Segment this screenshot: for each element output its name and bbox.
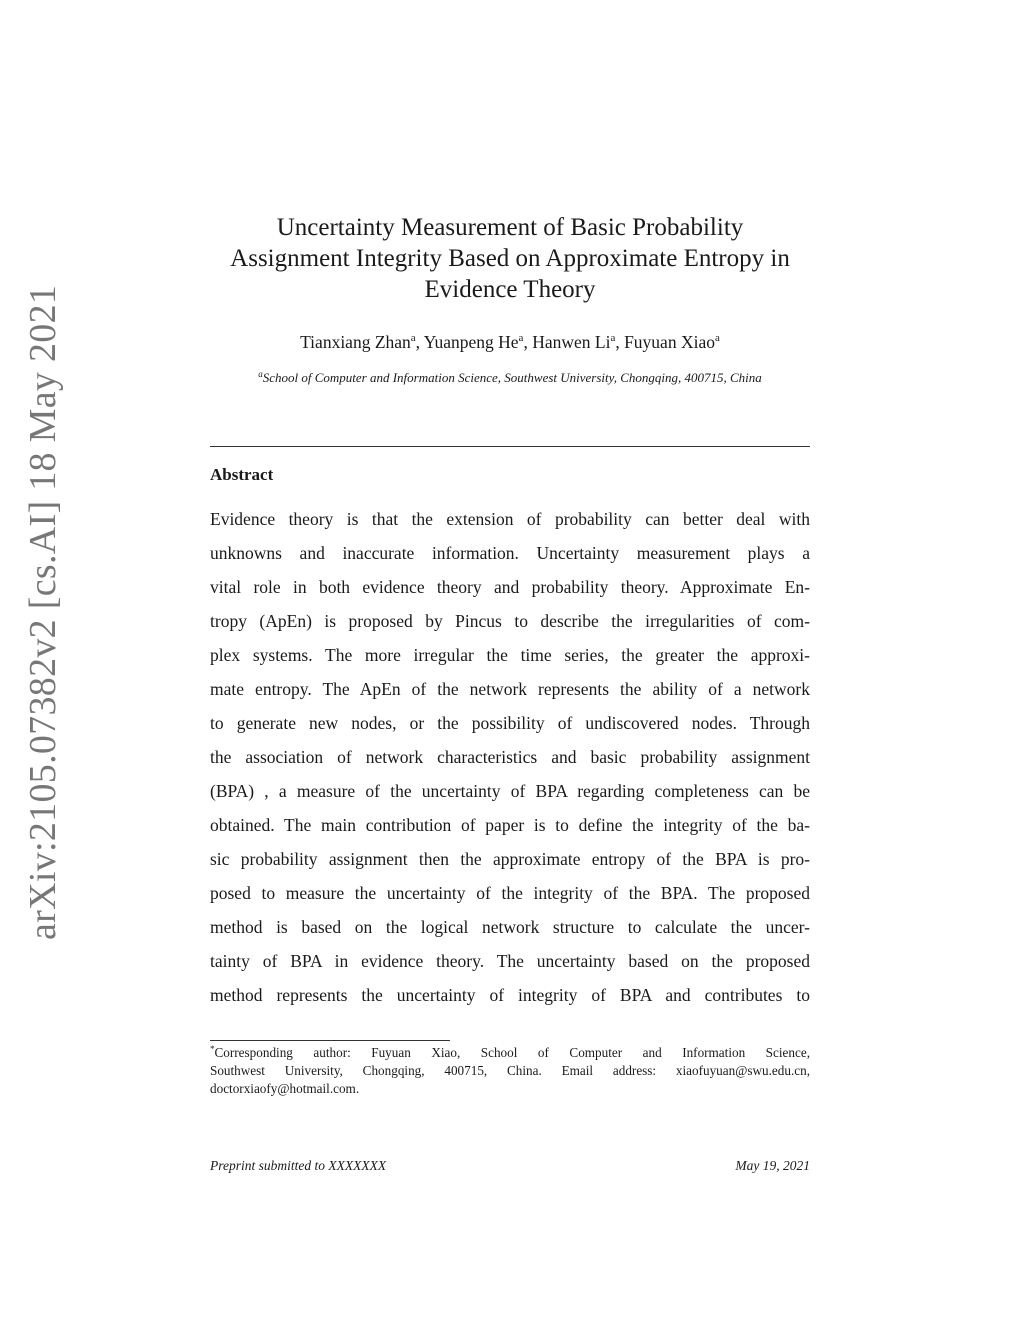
title-line: Evidence Theory <box>424 276 596 303</box>
title-line: Assignment Integrity Based on Approximate Entropy in <box>230 245 790 272</box>
abstract-line: unknowns and inaccurate information. Uncertainty measurement plays a <box>210 543 810 563</box>
footnote-rule <box>210 1040 450 1041</box>
affiliation-text: School of Computer and Information Science, Southwest University, Chongqing, 400715, China <box>262 370 762 385</box>
author-list: Tianxiang Zhan$^a$, Yuanpeng He$^a$, Hanwen Li$^a$, Fuyuan Xiao$^a$ <box>300 332 720 352</box>
author-affiliation-mark: a <box>518 332 524 344</box>
author-affiliation-mark: a <box>410 332 416 344</box>
author-affiliation-mark: a <box>714 332 720 344</box>
abstract-line: tainty of BPA in evidence theory. The uncertainty based on the proposed <box>210 951 810 971</box>
abstract-line: Evidence theory is that the extension of probability can better deal with <box>210 509 810 529</box>
abstract-line: to generate new nodes, or the possibility of undiscovered nodes. Through <box>210 713 810 733</box>
footnote-line <box>210 1044 810 1062</box>
abstract-line: method represents the uncertainty of integrity of BPA and contributes to <box>210 985 810 1005</box>
author-name: Yuanpeng He <box>423 332 519 352</box>
abstract-line: plex systems. The more irregular the time series, the greater the approxi- <box>210 645 810 665</box>
abstract-line: obtained. The main contribution of paper is to define the integrity of the ba- <box>210 815 810 835</box>
abstract-top-rule <box>210 446 810 447</box>
abstract-line: tropy (ApEn) is proposed by Pincus to describe the irregularities of com- <box>210 611 810 631</box>
footnote-marker: * <box>210 1044 215 1054</box>
paper-title <box>200 212 820 305</box>
affiliation-mark: a <box>258 369 263 379</box>
footnote-line-text: Corresponding author: Fuyuan Xiao, School of Computer and Information Science, <box>214 1045 810 1060</box>
abstract-heading: Abstract <box>210 465 274 484</box>
corresponding-author-footnote <box>210 1044 810 1098</box>
abstract-line: method is based on the logical network structure to calculate the uncer- <box>210 917 810 937</box>
abstract-line: mate entropy. The ApEn of the network represents the ability of a network <box>210 679 810 699</box>
author-name: Fuyuan Xiao <box>624 332 715 352</box>
arxiv-identifier-stamp: arXiv:2105.07382v2 [cs.AI] 18 May 2021 <box>22 284 64 940</box>
abstract-line: the association of network characteristics and basic probability assignment <box>210 747 810 767</box>
footnote-line: doctorxiaofy@hotmail.com. <box>210 1081 360 1096</box>
title-line: Uncertainty Measurement of Basic Probability <box>276 214 744 241</box>
author-affiliation-mark: a <box>610 332 616 344</box>
preprint-note: Preprint submitted to XXXXXXX <box>210 1158 387 1173</box>
author-name: Hanwen Li <box>532 332 611 352</box>
affiliation <box>200 368 820 388</box>
abstract-line: posed to measure the uncertainty of the integrity of the BPA. The proposed <box>210 883 810 903</box>
abstract-line: sic probability assignment then the approximate entropy of the BPA is pro- <box>210 849 810 869</box>
abstract-body <box>210 502 810 1012</box>
footnote-line: Southwest University, Chongqing, 400715, China. Email address: xiaofuyuan@swu.edu.cn, <box>210 1063 810 1078</box>
submission-date: May 19, 2021 <box>735 1158 810 1173</box>
abstract-line: vital role in both evidence theory and probability theory. Approximate En- <box>210 577 810 597</box>
abstract-line: (BPA) , a measure of the uncertainty of BPA regarding completeness can be <box>210 781 810 801</box>
author-name: Tianxiang Zhan <box>300 332 411 352</box>
